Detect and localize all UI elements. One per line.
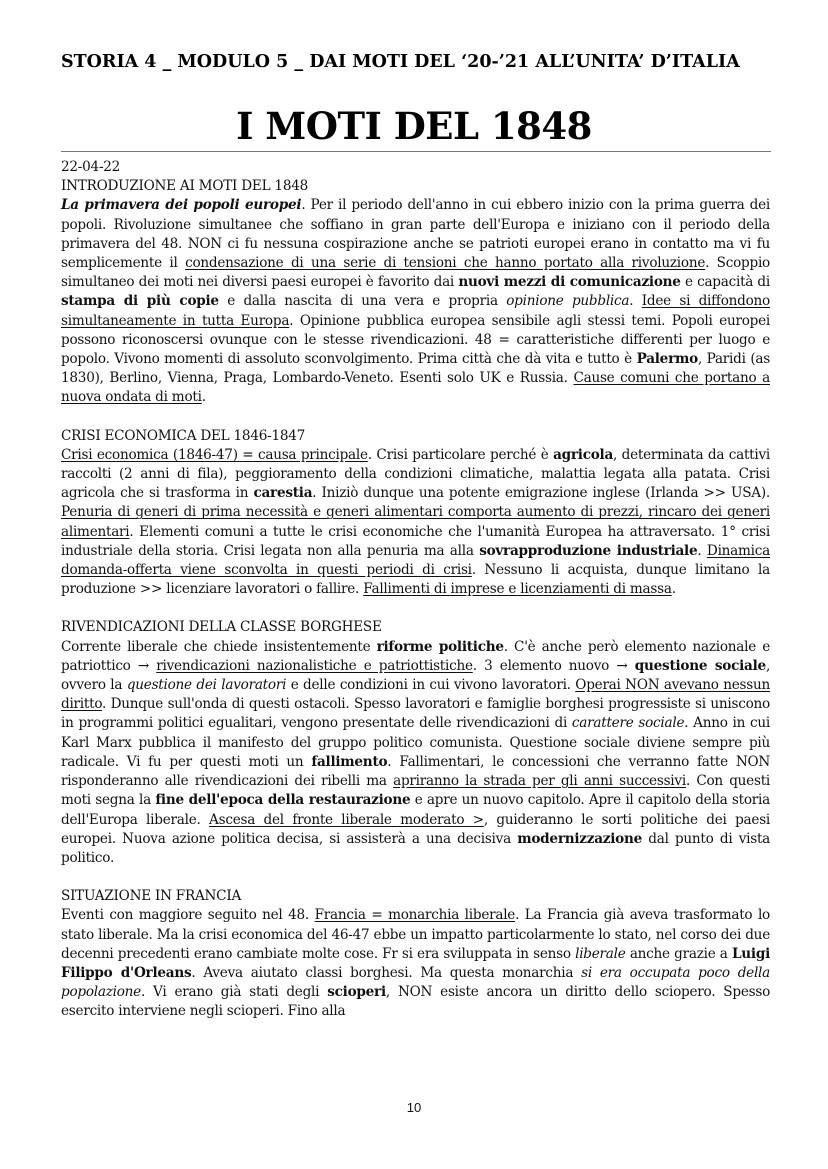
course-header: STORIA 4 _ MODULO 5 _ DAI MOTI DEL ‘20-’21 ALL’UNITA’ D’ITALIA [61, 52, 740, 72]
section-heading-crisis: CRISI ECONOMICA DEL 1846-1847 [61, 427, 306, 444]
paragraph-crisis: Crisi economica (1846-47) = causa principale. Crisi particolare perché è agricola, determinata da cattivi raccolti (2 anni di fila), peggioramento della condizioni climatiche, malattia legata alla patata. Crisi agricola che si trasforma in carestia. Iniziò dunque una potente emigrazione inglese (Irlanda >> USA). Penuria di generi di prima necessità e generi alimentari comporta aumento di prezzi, rincaro dei generi alimentari. Elementi comuni a tutte le crisi economiche che l'umanità Europea ha attraversato. 1° crisi industriale della storia. Crisi legata non alla penuria ma alla sovrapproduzione industriale. Dinamica domanda-offerta viene sconvolta in questi periodi di crisi. Nessuno li acquista, dunque limitano la produzione >> licenziare lavoratori o fallire. Fallimenti di imprese e licenziamenti di massa. [61, 446, 770, 598]
page-number: 10 [406, 1100, 422, 1115]
section-heading-france: SITUAZIONE IN FRANCIA [61, 888, 242, 905]
title-divider [61, 151, 771, 152]
section-heading-bourgeois: RIVENDICAZIONI DELLA CLASSE BORGHESE [61, 619, 382, 636]
date-line: 22-04-22 [61, 159, 121, 175]
paragraph-france: Eventi con maggiore seguito nel 48. Francia = monarchia liberale. La Francia già aveva trasformato lo stato liberale. Ma la crisi economica del 46-47 ebbe un impatto particolarmente lo stato, nel corso dei due decenni precedenti erano cambiate molte cose. Fr si era sviluppata in senso liberale anche grazie a Luigi Filippo d'Orleans. Aveva aiutato classi borghesi. Ma questa monarchia si era occupata poco della popolazione. Vi erano già stati degli scioperi, NON esiste ancora un diritto dello sciopero. Spesso esercito interviene negli scioperi. Fino alla [61, 907, 770, 1020]
page-title: I MOTI DEL 1848 [236, 104, 592, 148]
paragraph-intro: La primavera dei popoli europei. Per il periodo dell'anno in cui ebbero inizio con la prima guerra dei popoli. Rivoluzione simultanee che soffiano in gran parte dell'Europa e iniziano con il periodo della primavera del 48. NON ci fu nessuna cospirazione anche se patrioti europei erano in contatto ma vi fu semplicemente il condensazione di una serie di tensioni che hanno portato alla rivoluzione. Scoppio simultaneo dei moti nei diversi paesi europei è favorito dai nuovi mezzi di comunicazione e capacità di stampa di più copie e dalla nascita di una vera e propria opinione pubblica. Idee si diffondono simultaneamente in tutta Europa. Opinione pubblica europea sensibile agli stessi temi. Popoli europei possono riconoscersi ovunque con le stesse rivendicazioni. 48 = caratteristiche differenti per luogo e popolo. Vivono momenti di assoluto sconvolgimento. Prima città che dà vita e tutto è Palermo, Paridi (as 1830), Berlino, Vienna, Praga, Lombardo-Veneto. Esenti solo UK e Russia. Cause comuni che portano a nuova ondata di moti. [61, 197, 771, 406]
document-body [61, 158, 770, 1022]
paragraph-bourgeois: Corrente liberale che chiede insistentemente riforme politiche. C'è anche però elemento nazionale e patriottico → rivendicazioni nazionalistiche e patriottistiche. 3 elemento nuovo → questione sociale, ovvero la questione dei lavoratori e delle condizioni in cui vivono lavoratori. Operai NON avevano nessun diritto. Dunque sull'onda di questi ostacoli. Spesso lavoratori e famiglie borghesi progressiste si uniscono in programmi politici egualitari, vengono presentate delle rivendicazioni di carattere sociale. Anno in cui Karl Marx pubblica il manifesto del gruppo politico comunista. Questione sociale diviene sempre più radicale. Vi fu per questi moti un fallimento. Fallimentari, le concessioni che verranno fatte NON risponderanno alle rivendicazioni dei ribelli ma apriranno la strada per gli anni successivi. Con questi moti segna la fine dell'epoca della restaurazione e apre un nuovo capitolo. Apre il capitolo della storia dell'Europa liberale. Ascesa del fronte liberale moderato >, guideranno le sorti politiche dei paesi europei. Nuova azione politica decisa, si assisterà a una decisiva modernizzazione dal punto di vista politico. [61, 638, 771, 866]
section-heading-intro: INTRODUZIONE AI MOTI DEL 1848 [61, 178, 309, 195]
